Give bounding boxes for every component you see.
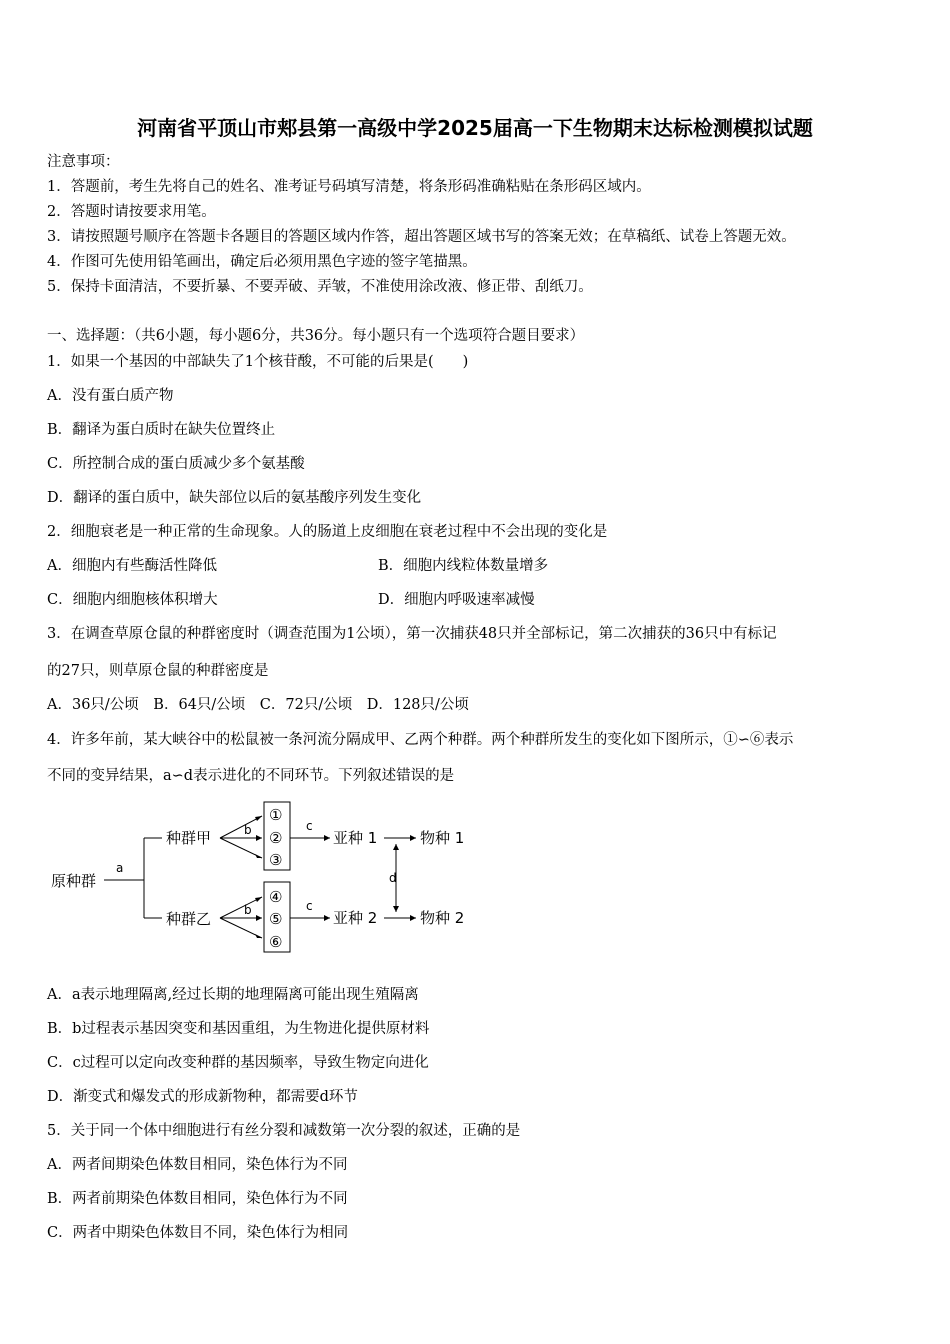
note-item-1: 1．答题前，考生先将自己的姓名、准考证号码填写清楚，将条形码准确粘贴在条形码区域内。 bbox=[47, 179, 651, 195]
diagram-label-d: d bbox=[389, 871, 397, 885]
note-item-3: 3．请按照题号顺序在答题卡各题目的答题区域内作答，超出答题区域书写的答案无效；在草稿纸、试卷上答题无效。 bbox=[47, 229, 796, 245]
diagram-label-b-lower: b bbox=[244, 903, 252, 917]
notes-heading: 注意事项： bbox=[47, 154, 120, 170]
q2-option-b: B．细胞内线粒体数量增多 bbox=[378, 558, 549, 574]
evolution-diagram bbox=[48, 796, 478, 962]
q3-options: A．36只/公顷 B．64只/公顷 C．72只/公顷 D．128只/公顷 bbox=[47, 697, 469, 713]
q1-stem: 1．如果一个基因的中部缺失了1个核苷酸，不可能的后果是( ) bbox=[47, 354, 469, 370]
diagram-species-2: 物种 2 bbox=[420, 909, 465, 927]
q4-stem-line1: 4．许多年前，某大峡谷中的松鼠被一条河流分隔成甲、乙两个种群。两个种群所发生的变化如下图所示，①∽⑥表示 bbox=[47, 732, 794, 748]
note-item-4: 4．作图可先使用铅笔画出，确定后必须用黑色字迹的签字笔描黑。 bbox=[47, 254, 477, 270]
q5-option-c: C．两者中期染色体数目不同，染色体行为相同 bbox=[47, 1225, 349, 1241]
q2-option-d: D．细胞内呼吸速率减慢 bbox=[378, 592, 535, 608]
q4-option-b: B．b过程表示基因突变和基因重组，为生物进化提供原材料 bbox=[47, 1021, 430, 1037]
diagram-box1-item1: ① bbox=[269, 806, 283, 824]
q3-stem-line2: 的27只，则草原仓鼠的种群密度是 bbox=[47, 663, 269, 679]
section-heading: 一、选择题：（共6小题，每小题6分，共36分。每小题只有一个选项符合题目要求） bbox=[47, 328, 585, 344]
diagram-label-c-lower: c bbox=[306, 899, 313, 913]
q2-option-a: A．细胞内有些酶活性降低 bbox=[47, 558, 217, 574]
page-title: 河南省平顶山市郏县第一高级中学2025届高一下生物期末达标检测模拟试题 bbox=[137, 116, 813, 140]
q1-option-d: D．翻译的蛋白质中，缺失部位以后的氨基酸序列发生变化 bbox=[47, 490, 422, 506]
diagram-subspecies-2: 亚种 2 bbox=[333, 909, 378, 927]
note-item-2: 2．答题时请按要求用笔。 bbox=[47, 204, 216, 220]
q1-option-b: B．翻译为蛋白质时在缺失位置终止 bbox=[47, 422, 276, 438]
q5-option-a: A．两者间期染色体数目相同，染色体行为不同 bbox=[47, 1157, 348, 1173]
q2-stem: 2．细胞衰老是一种正常的生命现象。人的肠道上皮细胞在衰老过程中不会出现的变化是 bbox=[47, 524, 608, 540]
diagram-box1-item3: ③ bbox=[269, 851, 283, 869]
q2-option-c: C．细胞内细胞核体积增大 bbox=[47, 592, 218, 608]
q3-stem-line1: 3．在调查草原仓鼠的种群密度时（调查范围为1公顷），第一次捕获48只并全部标记，第二次捕获的36只中有标记 bbox=[47, 626, 777, 642]
q1-option-c: C．所控制合成的蛋白质减少多个氨基酸 bbox=[47, 456, 305, 472]
q4-option-d: D．渐变式和爆发式的形成新物种，都需要d环节 bbox=[47, 1089, 358, 1105]
diagram-pop-a-label: 种群甲 bbox=[166, 829, 212, 847]
diagram-box2-item3: ⑥ bbox=[269, 933, 283, 951]
q5-stem: 5．关于同一个体中细胞进行有丝分裂和减数第一次分裂的叙述，正确的是 bbox=[47, 1123, 521, 1139]
note-item-5: 5．保持卡面清洁，不要折暴、不要弄破、弄皱，不准使用涂改液、修正带、刮纸刀。 bbox=[47, 279, 593, 295]
diagram-box2-item2: ⑤ bbox=[269, 910, 283, 928]
diagram-label-c-upper: c bbox=[306, 819, 313, 833]
q5-option-b: B．两者前期染色体数目相同，染色体行为不同 bbox=[47, 1191, 348, 1207]
diagram-origin-label: 原种群 bbox=[51, 872, 97, 890]
diagram-subspecies-1: 亚种 1 bbox=[333, 829, 378, 847]
diagram-pop-b-label: 种群乙 bbox=[166, 910, 212, 928]
q4-option-a: A．a表示地理隔离,经过长期的地理隔离可能出现生殖隔离 bbox=[47, 987, 419, 1003]
q4-stem-line2: 不同的变异结果，a∽d表示进化的不同环节。下列叙述错误的是 bbox=[47, 768, 455, 784]
q1-option-a: A．没有蛋白质产物 bbox=[47, 388, 174, 404]
diagram-box2-item1: ④ bbox=[269, 888, 283, 906]
q4-option-c: C．c过程可以定向改变种群的基因频率，导致生物定向进化 bbox=[47, 1055, 429, 1071]
diagram-label-b-upper: b bbox=[244, 823, 252, 837]
diagram-box1-item2: ② bbox=[269, 829, 283, 847]
diagram-label-a: a bbox=[116, 861, 124, 875]
diagram-species-1: 物种 1 bbox=[420, 829, 465, 847]
